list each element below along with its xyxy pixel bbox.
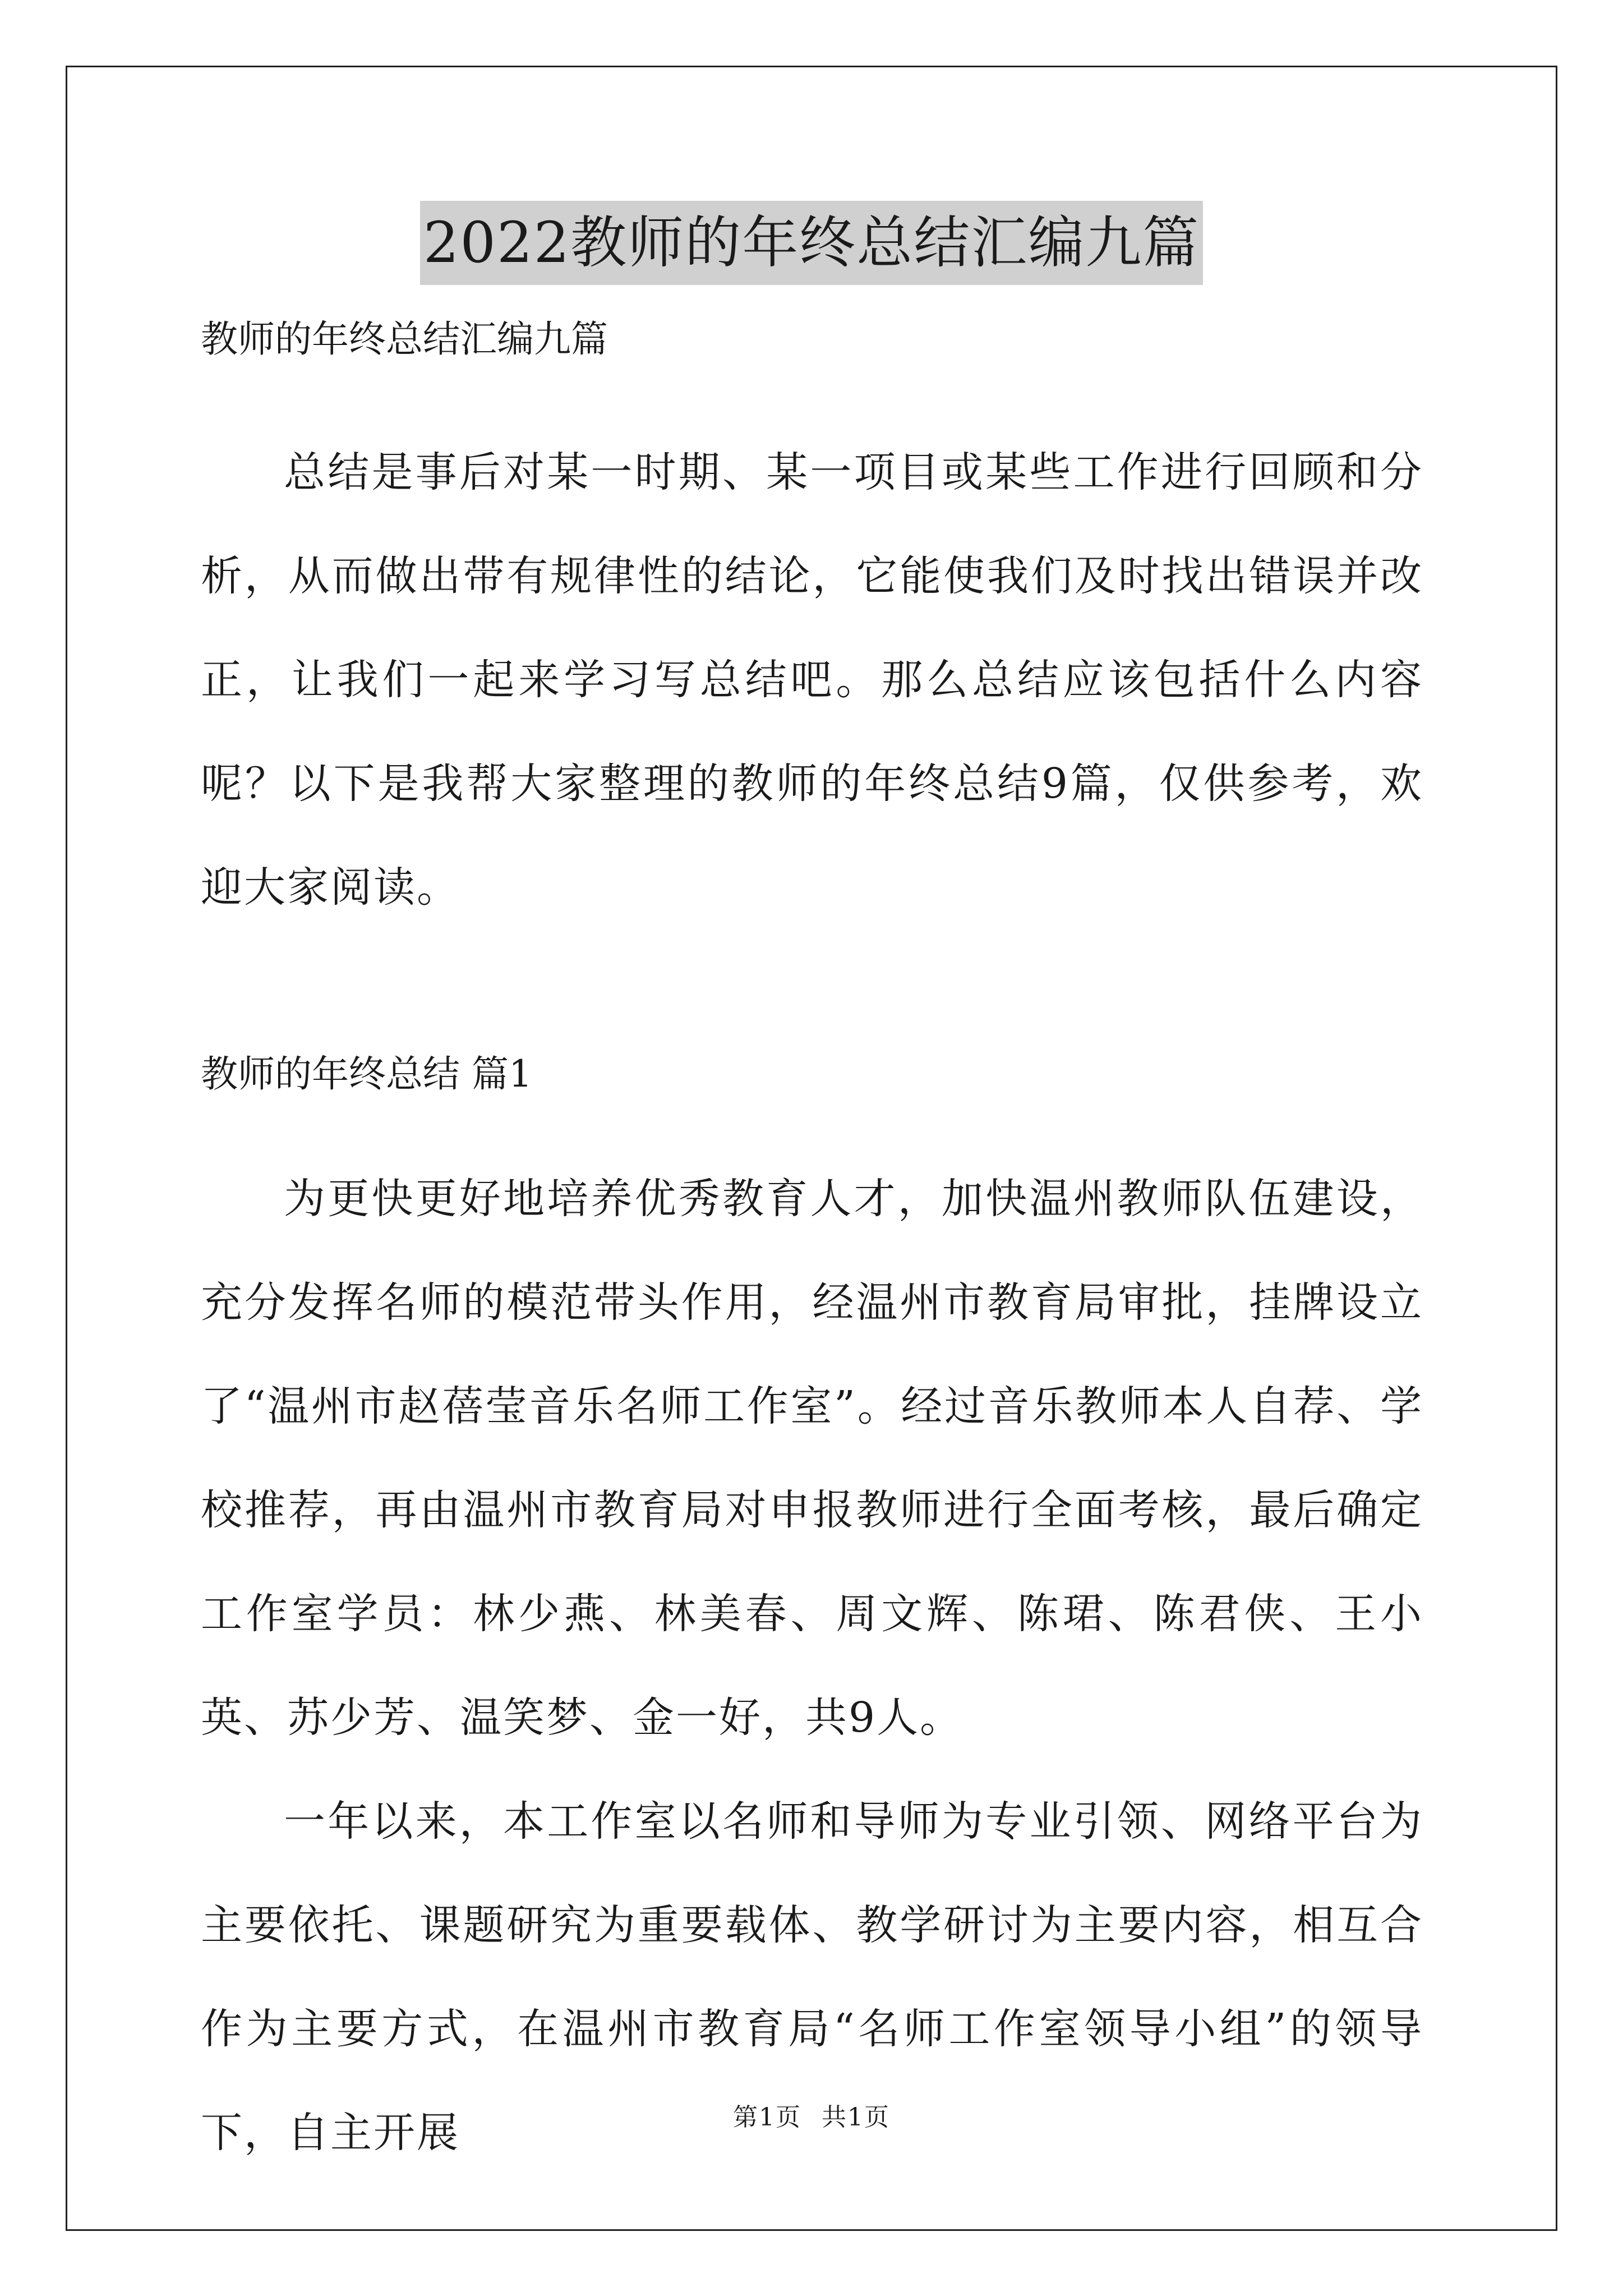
page-number: 第1页 <box>733 2103 801 2132</box>
page-total: 共1页 <box>822 2103 890 2132</box>
page-footer <box>0 2101 1623 2134</box>
body-paragraph: 为更快更好地培养优秀教育人才，加快温州教师队伍建设，充分发挥名师的模范带头作用，经温州市教育局审批，挂牌设立了“温州市赵蓓莹音乐名师工作室”。经过音乐教师本人自荐、学校推荐，再由温州市教育局对申报教师进行全面考核，最后确定工作室学员：林少燕、林美春、周文辉、陈珺、陈君侠、王小英、苏少芳、温笑梦、金一好，共9人。 <box>201 1175 1423 1742</box>
document-title: 2022教师的年终总结汇编九篇 <box>420 201 1204 285</box>
document-body <box>201 311 1423 2185</box>
title-container <box>0 201 1623 285</box>
intro-paragraph: 总结是事后对某一时期、某一项目或某些工作进行回顾和分析，从而做出带有规律性的结论，它能使我们及时找出错误并改正，让我们一起来学习写总结吧。那么总结应该包括什么内容呢？以下是我帮大家整理的教师的年终总结9篇，仅供参考，欢迎大家阅读。 <box>201 448 1423 912</box>
document-subtitle: 教师的年终总结汇编九篇 <box>201 318 608 361</box>
body-paragraph: 一年以来，本工作室以名师和导师为专业引领、网络平台为主要依托、课题研究为重要载体、教学研讨为主要内容，相互合作为主要方式，在温州市教育局“名师工作室领导小组”的领导下，自主开展 <box>201 1797 1423 2157</box>
section-heading: 教师的年终总结 篇1 <box>201 1052 532 1096</box>
